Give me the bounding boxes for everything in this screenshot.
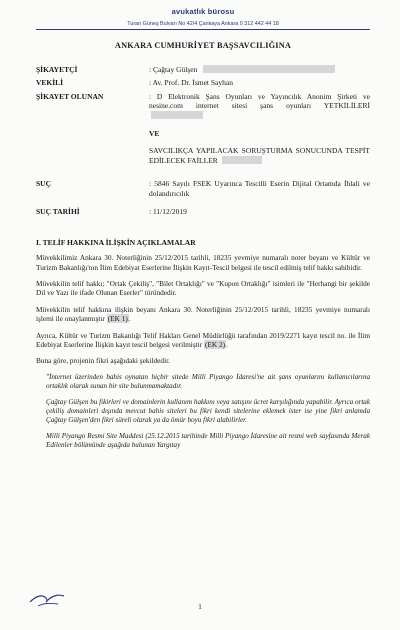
redaction-block [222, 156, 262, 164]
attorney-row [36, 78, 370, 87]
and-word: VE [149, 129, 160, 139]
paragraph-5: Buna göre, projenin fikri aşağıdaki şekildedir. [36, 356, 170, 366]
crime-date-value: : 11/12/2019 [149, 207, 187, 217]
annex-reference-2: (EK 2) [205, 339, 226, 349]
respondent-value: : D Elektronik Şans Oyunları ve Yayıncılık Anonim Şirketi ve nesine.com internet sitesi şans oyunları YETKİLİLERİ [149, 91, 370, 111]
crime-row [36, 179, 370, 198]
respondent-row [36, 92, 370, 120]
respondent-label: ŞİKAYET OLUNAN [36, 91, 104, 101]
paragraph-1: Müvekkilimiz Ankara 30. Noterliğinin 25/12/2015 tarihli, 18235 yevmiye numaralı noter beyanı ve Kültür ve Turizm Bakanlığı'nın İlim Edebiyat Eserlerine İlişkin Kayıt-Tescil belgesi ile tescil edilmiş telif hakkı sahibidir. [36, 253, 370, 272]
complainant-value: : Çağtay Gülşen [149, 65, 198, 74]
page-number: 1 [198, 603, 202, 611]
paragraph-2: Müvekkilin telif hakkı; "Ortak Çekiliş", "Bilet Ortaklığı" ve "Kupon Ortaklığı" isimleri ile "Herhangi bir şekilde Dil ve Yazı ile ifade Olunan Eserler" türündedir. [36, 279, 370, 298]
letterhead-rule [36, 29, 370, 30]
crime-value: : 5846 Sayılı FSEK Uyarınca Tescilli Eserin Dijital Ortamda İhlali ve dolandırıcılık [149, 179, 370, 198]
crime-label: SUÇ [36, 179, 52, 189]
annex-reference-1: (EK 1) [107, 314, 128, 324]
quote-3: Milli Piyango Resmi Site Maddesi (25.12.2015 tarihinde Milli Piyango İdaresine ait resmi web sayfasında Merak Edilenler bölümünde aşağıda bulunan Yargıtay [46, 432, 370, 450]
respondent-value-2: SAVCILIKÇA YAPILACAK SORUŞTURMA SONUCUNDA TESPİT EDİLECEK FAİLLER [149, 146, 370, 165]
letterhead-firm: avukatlık bürosu [171, 7, 235, 16]
section-title: I. TELİF HAKKINA İLİŞKİN AÇIKLAMALAR [36, 238, 196, 248]
paragraph-4: Ayrıca, Kültür ve Turizm Bakanlığı Telif Hakları Genel Müdürlüğü tarafından 2019/2271 kayıt tescil no. ile İlim Edebiyat Eserlerine İlişkin kayıt tescil belgesi verilmiştir (EK 2). [36, 330, 370, 349]
redaction-block [151, 111, 203, 119]
paragraph-3: Müvekkilin telif hakkına ilişkin beyanı Ankara 30. Noterliğinin 25/12/2015 tarihli, 18235 yevmiye numaralı işlemi ile onaylanmıştır (EK 1). [36, 304, 370, 324]
complainant-row [36, 65, 370, 74]
respondent-row-2 [36, 146, 370, 165]
crime-date-row [36, 207, 370, 216]
authority-heading: ANKARA CUMHURİYET BAŞSAVCILIĞINA [114, 41, 292, 50]
complainant-label: ŞİKAYETÇİ [36, 65, 78, 74]
crime-date-label: SUÇ TARİHİ [36, 207, 80, 217]
quote-1: "İnternet üzerinden bahis oynatan hiçbir sitede Milli Piyango İdaresi'ne ait şans oyunlarını kullanıcılarına ortaklık olarak sunan bir site bulunmamaktadır. [46, 372, 370, 390]
and-row [36, 129, 370, 138]
letterhead-address: Turan Güneş Bulvarı No 42/4 Çankaya Ankara 0 312 442 44 18 [127, 21, 279, 27]
attorney-value: : Av. Prof. Dr. İsmet Sayhan [149, 78, 233, 88]
quote-2: Çağtay Gülşen bu fikirleri ve domainlerin kullanım hakkını veya satışını ücret karşılığında yapabilir. Ayrıca ortak çekiliş domainleri dışında mevcut bahis siteleri bu fikri kendi sitelerine eklemek ister ise yine fikri anlamda Çağtay Gülşen'den fikri süreli olarak ya da ömür boyu fikri alabilirler. [46, 397, 370, 425]
attorney-label: VEKİLİ [36, 78, 64, 88]
redaction-block [203, 65, 335, 73]
